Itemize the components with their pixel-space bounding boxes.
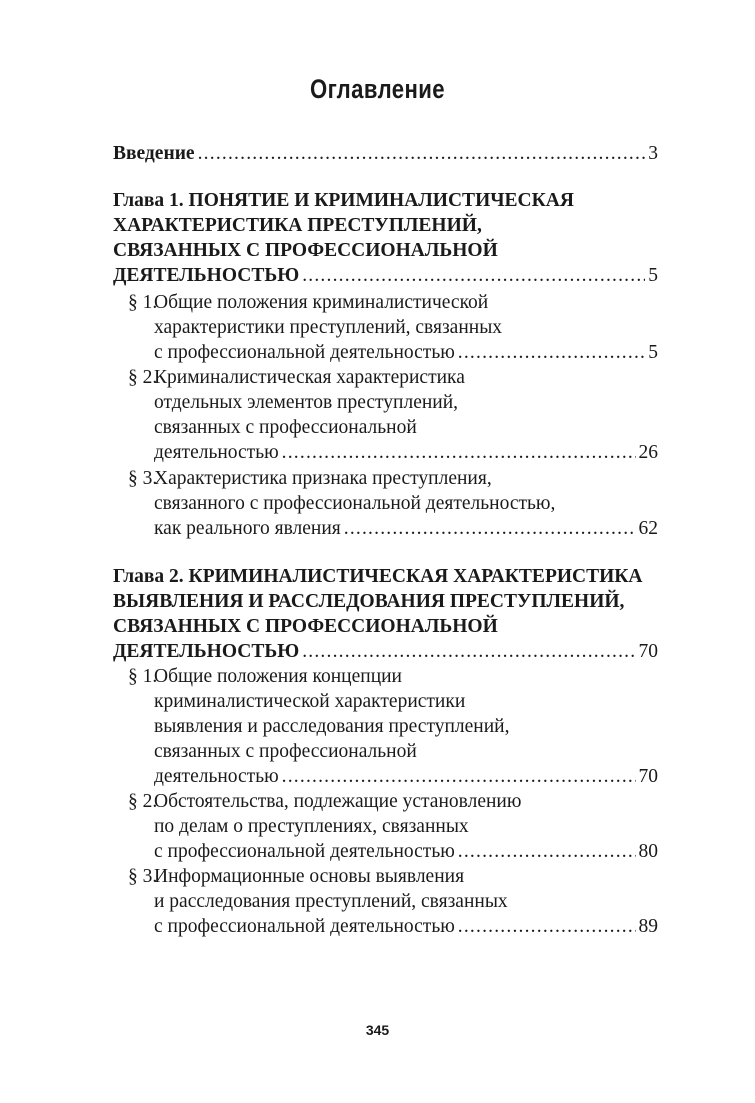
dot-leader <box>458 839 636 864</box>
entry-title-line: ДЕЯТЕЛЬНОСТЬЮ <box>113 265 300 286</box>
entry-title-line: Общие положения криминалистической <box>154 292 489 313</box>
entry-page-number: 62 <box>638 518 658 539</box>
dot-leader <box>458 340 645 365</box>
entry-title-line: Глава 2. КРИМИНАЛИСТИЧЕСКАЯ ХАРАКТЕРИСТИКА <box>113 566 643 587</box>
entry-title-line: Криминалистическая характеристика <box>154 367 465 388</box>
entry-page-number: 5 <box>648 265 658 286</box>
section-marker: § 2. <box>128 367 158 388</box>
section-marker: § 2. <box>128 791 158 812</box>
entry-title-line: и расследования преступлений, связанных <box>154 891 508 912</box>
entry-title-line: с профессиональной деятельностью <box>154 916 455 937</box>
entry-title-line: как реального явления <box>154 518 341 539</box>
entry-title-line: с профессиональной деятельностью <box>154 841 455 862</box>
dot-leader <box>458 914 636 939</box>
entry-title-line: связанных с профессиональной <box>154 417 417 438</box>
dot-leader <box>198 141 646 166</box>
entry-title-line: Глава 1. ПОНЯТИЕ И КРИМИНАЛИСТИЧЕСКАЯ <box>113 190 574 211</box>
entry-page-number: 3 <box>648 143 658 164</box>
entry-title-line: связанных с профессиональной <box>154 741 417 762</box>
section-marker: § 1. <box>128 292 158 313</box>
toc-section-entry[interactable] <box>128 466 658 541</box>
dot-leader <box>302 263 645 288</box>
entry-title-line: выявления и расследования преступлений, <box>154 716 510 737</box>
page-title: Оглавление <box>309 74 446 104</box>
entry-title-line: криминалистической характеристики <box>154 691 466 712</box>
entry-title-line: по делам о преступлениях, связанных <box>154 816 469 837</box>
entry-page-number: 80 <box>638 841 658 862</box>
entry-title-line: отдельных элементов преступлений, <box>154 392 459 413</box>
dot-leader <box>302 639 635 664</box>
toc-chapter-entry[interactable] <box>113 564 658 664</box>
entry-title-line: Характеристика признака преступления, <box>154 468 492 489</box>
entry-title-line: Введение <box>113 143 195 164</box>
section-marker: § 3. <box>128 866 158 887</box>
entry-page-number: 5 <box>648 342 658 363</box>
toc-section-entry[interactable] <box>128 290 658 365</box>
entry-title-line: СВЯЗАННЫХ С ПРОФЕССИОНАЛЬНОЙ <box>113 616 498 637</box>
toc-section-entry[interactable] <box>128 789 658 864</box>
entry-title-line: Информационные основы выявления <box>154 866 465 887</box>
dot-leader <box>282 764 636 789</box>
entry-title-line: Общие положения концепции <box>154 666 402 687</box>
toc-section-entry[interactable] <box>128 664 658 789</box>
toc-section-entry[interactable] <box>128 365 658 465</box>
entry-title-line: Обстоятельства, подлежащие установлению <box>154 791 522 812</box>
section-marker: § 3. <box>128 468 158 489</box>
entry-title-line: ХАРАКТЕРИСТИКА ПРЕСТУПЛЕНИЙ, <box>113 215 482 236</box>
dot-leader <box>344 516 636 541</box>
entry-page-number: 26 <box>638 442 658 463</box>
entry-page-number: 70 <box>638 766 658 787</box>
entry-title-line: характеристики преступлений, связанных <box>154 317 503 338</box>
entry-page-number: 89 <box>638 916 658 937</box>
entry-title-line: деятельностью <box>154 442 279 463</box>
toc-section-entry[interactable] <box>128 864 658 939</box>
page-number: 345 <box>365 1022 390 1038</box>
entry-title-line: с профессиональной деятельностью <box>154 342 455 363</box>
entry-title-line: связанного с профессиональной деятельностью, <box>154 493 556 514</box>
entry-title-line: ВЫЯВЛЕНИЯ И РАССЛЕДОВАНИЯ ПРЕСТУПЛЕНИЙ, <box>113 591 625 612</box>
toc-chapter-entry[interactable] <box>113 188 658 288</box>
toc-chapter-entry[interactable] <box>113 141 658 166</box>
entry-title-line: ДЕЯТЕЛЬНОСТЬЮ <box>113 641 300 662</box>
entry-title-line: деятельностью <box>154 766 279 787</box>
dot-leader <box>282 440 636 465</box>
entry-page-number: 70 <box>638 641 658 662</box>
section-marker: § 1. <box>128 666 158 687</box>
entry-title-line: СВЯЗАННЫХ С ПРОФЕССИОНАЛЬНОЙ <box>113 240 498 261</box>
